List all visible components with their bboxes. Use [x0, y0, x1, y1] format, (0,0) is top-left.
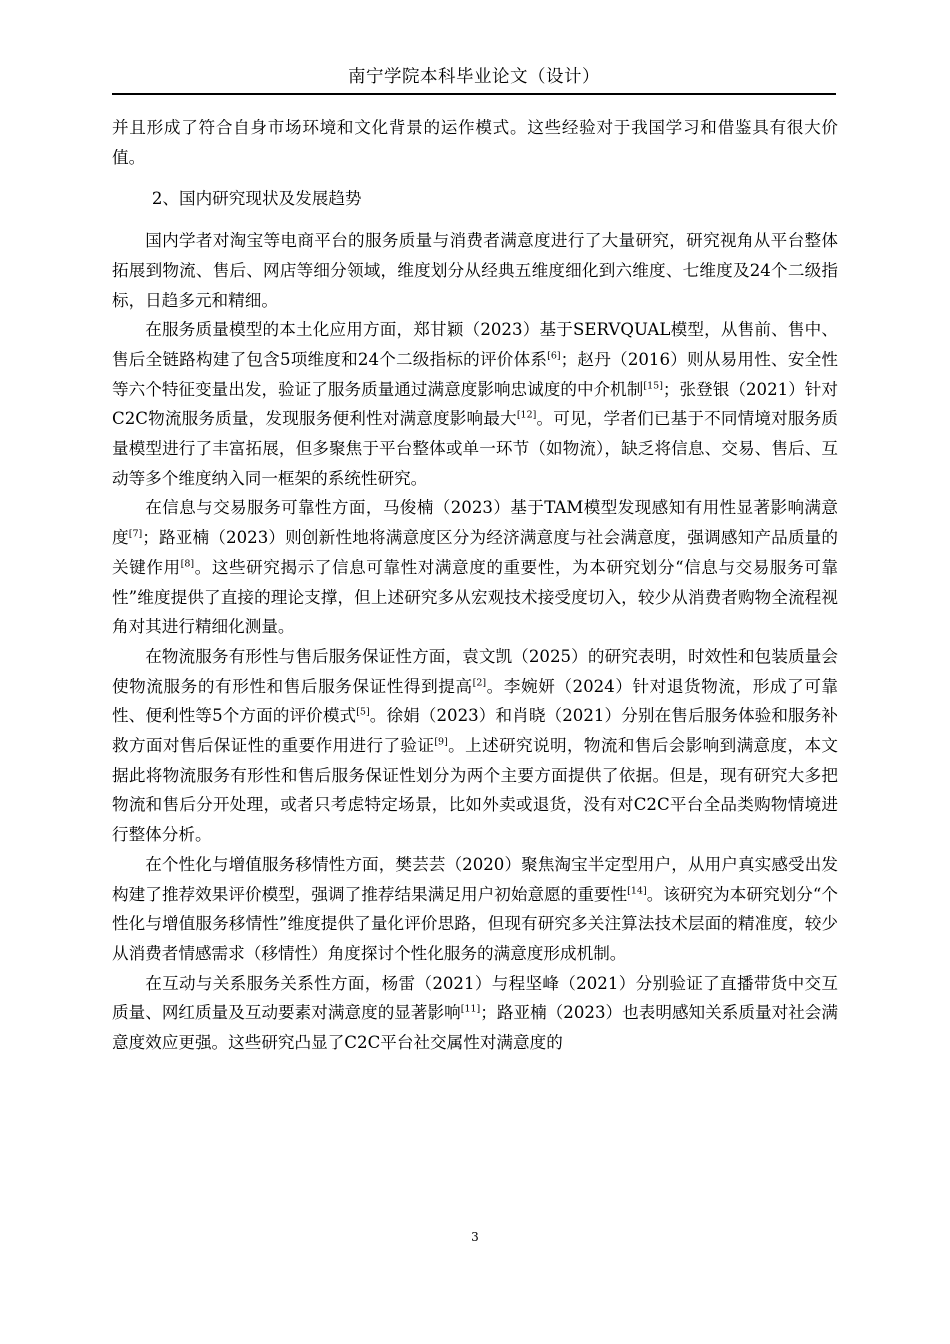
- paragraph-text: 。上述研究说明，物流和售后会影响到满意度，本文据此将物流服务有形性和售后服务保证性划分为两个主要方面提供了依据。但是，现有研究大多把物流和售后分开处理，或者只考虑特定场景，比如外卖或退货，没有对C2C平台全品类购物情境进行整体分析。: [112, 736, 839, 845]
- paragraph-text: 在信息与交易服务可靠性方面，马俊楠（2023）基于TAM模型发现感知有用性显著影响满意度: [112, 498, 838, 548]
- citation-ref: [15]: [643, 380, 663, 392]
- paragraph-text: 在互动与关系服务关系性方面，杨雷（2021）与程坚峰（2021）分别验证了直播带货中交互质量、网红质量及互动要素对满意度的显著影响: [112, 973, 838, 1023]
- paragraph-text: 。该研究为本研究划分“个性化与增值服务移情性”维度提供了量化评价思路，但现有研究多关注算法技术层面的精准度，较少从消费者情感需求（移情性）角度探讨个性化服务的满意度形成机制。: [112, 884, 838, 963]
- header-divider: [112, 93, 836, 95]
- citation-ref: [8]: [180, 558, 195, 570]
- paragraph-logistics-aftersales: [112, 642, 838, 850]
- citation-ref: [14]: [627, 885, 647, 897]
- citation-ref: [2]: [472, 677, 487, 689]
- page-header-title: 南宁学院本科毕业论文（设计）: [348, 67, 600, 87]
- citation-ref: [7]: [128, 528, 143, 540]
- citation-ref: [12]: [516, 409, 537, 421]
- paragraph-text: ；赵丹（2016）则从易用性、安全性等六个特征变量出发，验证了服务质量通过满意度影响忠诚度的中介机制: [112, 349, 839, 399]
- page-number: 3: [471, 1230, 479, 1244]
- paragraph-text: ；路亚楠（2023）则创新性地将满意度区分为经济满意度与社会满意度，强调感知产品质量的关键作用: [112, 528, 839, 577]
- paragraph-text: 在物流服务有形性与售后服务保证性方面，袁文凯（2025）的研究表明，时效性和包装质量会使物流服务的有形性和售后服务保证性得到提高: [112, 646, 838, 696]
- paragraph-text: 。可见，学者们已基于不同情境对服务质量模型进行了丰富拓展，但多聚焦于平台整体或单一环节（如物流），缺乏将信息、交易、售后、互动等多个维度纳入同一框架的系统性研究。: [112, 409, 839, 488]
- paragraph-text: 在个性化与增值服务移情性方面，樊芸芸（2020）聚焦淘宝半定型用户，从用户真实感受出发构建了推荐效果评价模型，强调了推荐结果满足用户初始意愿的重要性: [112, 854, 838, 904]
- paragraph-text: 。李婉妍（2024）针对退货物流，形成了可靠性、便利性等5个方面的评价模式: [112, 676, 839, 726]
- citation-ref: [11]: [460, 1003, 481, 1015]
- paragraph-text: ；路亚楠（2023）也表明感知关系质量对社会满意度效应更强。这些研究凸显了C2C平台社交属性对满意度的: [112, 1003, 838, 1053]
- paragraph-information-reliability: [112, 493, 838, 642]
- paragraph-service-quality-model: [112, 315, 838, 493]
- paragraph-text: 在服务质量模型的本土化应用方面，郑甘颖（2023）基于SERVQUAL模型，从售前、售中、售后全链路构建了包含5项维度和24个二级指标的评价体系: [112, 320, 838, 369]
- paragraph-text: 。这些研究揭示了信息可靠性对满意度的重要性，为本研究划分“信息与交易服务可靠性”维度提供了直接的理论支撑，但上述研究多从宏观技术接受度切入，较少从消费者购物全流程视角对其进行精细化测量。: [112, 557, 839, 637]
- paragraph-domestic-overview: 国内学者对淘宝等电商平台的服务质量与消费者满意度进行了大量研究，研究视角从平台整体拓展到物流、售后、网店等细分领域，维度划分从经典五维度细化到六维度、七维度及24个二级指标，日趋多元和精细。: [112, 231, 838, 310]
- paragraph-personalization-empathy: [112, 850, 838, 969]
- citation-ref: [6]: [547, 350, 561, 362]
- paragraph-continuation: 并且形成了符合自身市场环境和文化背景的运作模式。这些经验对于我国学习和借鉴具有很大价值。: [112, 118, 838, 167]
- paragraph-text: 。徐娟（2023）和肖晓（2021）分别在售后服务体验和服务补救方面对售后保证性的重要作用进行了验证: [112, 706, 838, 756]
- citation-ref: [9]: [434, 736, 448, 748]
- paragraph-text: ；张登银（2021）针对C2C物流服务质量，发现服务便利性对满意度影响最大: [112, 379, 839, 429]
- body-text: [112, 113, 838, 1058]
- section-heading: 2、国内研究现状及发展趋势: [151, 189, 362, 209]
- citation-ref: [5]: [356, 706, 370, 718]
- paragraph-interaction-relationship: [112, 969, 838, 1058]
